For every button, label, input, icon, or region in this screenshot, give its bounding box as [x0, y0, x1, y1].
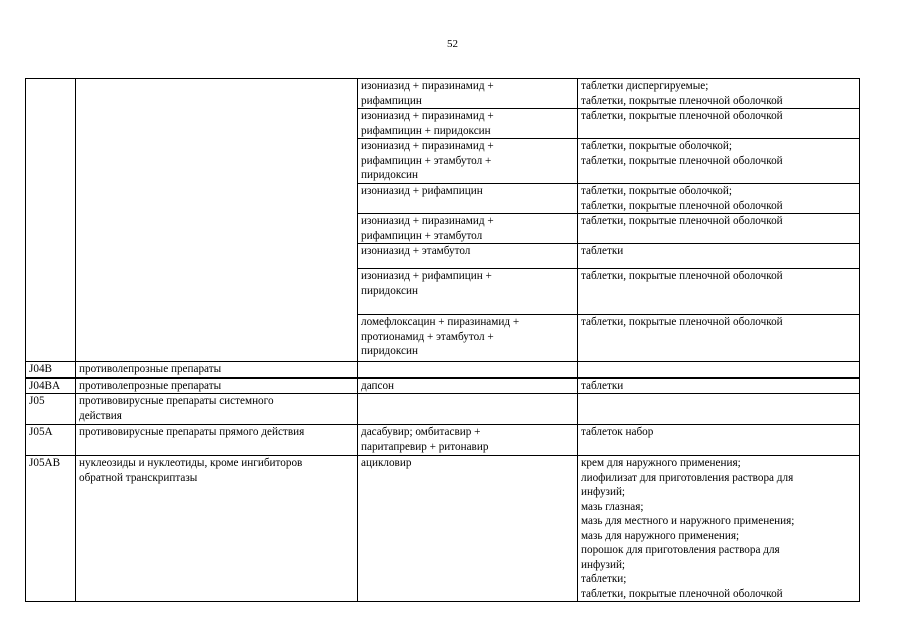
form-cell: таблетки, покрытые пленочной оболочкой: [578, 109, 860, 139]
form-cell: крем для наружного применения; лиофилизат для приготовления раствора для инфузий; мазь глазная; мазь для местного и наружного применения; мазь для наружного применения; порошок для приготовления раствора для инфузий; таблетки; таблетки, покрытые пленочной оболочкой: [578, 456, 860, 602]
form-cell: таблетки, покрытые пленочной оболочкой: [578, 269, 860, 315]
group-cell: противолепрозные препараты: [76, 378, 358, 394]
inn-cell: [358, 362, 578, 378]
table-row: [26, 378, 860, 394]
inn-cell: изониазид + пиразинамид + рифампицин + этамбутол + пиридоксин: [358, 139, 578, 184]
group-cell: противовирусные препараты прямого действия: [76, 425, 358, 456]
form-cell: [578, 362, 860, 378]
code-cell: J04BA: [26, 378, 76, 394]
table-row: [26, 394, 860, 425]
page-number: 52: [447, 38, 458, 50]
inn-cell: ацикловир: [358, 456, 578, 602]
table-row: [26, 456, 860, 602]
form-cell: таблетки диспергируемые; таблетки, покрытые пленочной оболочкой: [578, 79, 860, 109]
table-row: [26, 79, 860, 109]
table-row: [26, 425, 860, 456]
inn-cell: изониазид + рифампицин: [358, 184, 578, 214]
code-cell: [26, 79, 76, 362]
inn-cell: изониазид + пиразинамид + рифампицин: [358, 79, 578, 109]
group-cell: противовирусные препараты системного действия: [76, 394, 358, 425]
inn-cell: ломефлоксацин + пиразинамид + протионамид + этамбутол + пиридоксин: [358, 315, 578, 362]
inn-cell: изониазид + рифампицин + пиридоксин: [358, 269, 578, 315]
form-cell: таблеток набор: [578, 425, 860, 456]
code-cell: J05A: [26, 425, 76, 456]
form-cell: таблетки, покрытые оболочкой; таблетки, покрытые пленочной оболочкой: [578, 184, 860, 214]
code-cell: J04B: [26, 362, 76, 378]
form-cell: [578, 394, 860, 425]
form-cell: таблетки, покрытые пленочной оболочкой: [578, 214, 860, 244]
form-cell: таблетки: [578, 244, 860, 269]
code-cell: J05: [26, 394, 76, 425]
code-cell: J05AB: [26, 456, 76, 602]
inn-cell: [358, 394, 578, 425]
inn-cell: изониазид + пиразинамид + рифампицин + пиридоксин: [358, 109, 578, 139]
form-cell: таблетки, покрытые пленочной оболочкой: [578, 315, 860, 362]
inn-cell: дасабувир; омбитасвир + паритапревир + ритонавир: [358, 425, 578, 456]
form-cell: таблетки: [578, 378, 860, 394]
group-cell: противолепрозные препараты: [76, 362, 358, 378]
group-cell: [76, 79, 358, 362]
drug-table: [25, 78, 860, 602]
inn-cell: дапсон: [358, 378, 578, 394]
inn-cell: изониазид + этамбутол: [358, 244, 578, 269]
inn-cell: изониазид + пиразинамид + рифампицин + этамбутол: [358, 214, 578, 244]
table-row: [26, 362, 860, 378]
group-cell: нуклеозиды и нуклеотиды, кроме ингибиторов обратной транскриптазы: [76, 456, 358, 602]
form-cell: таблетки, покрытые оболочкой; таблетки, покрытые пленочной оболочкой: [578, 139, 860, 184]
